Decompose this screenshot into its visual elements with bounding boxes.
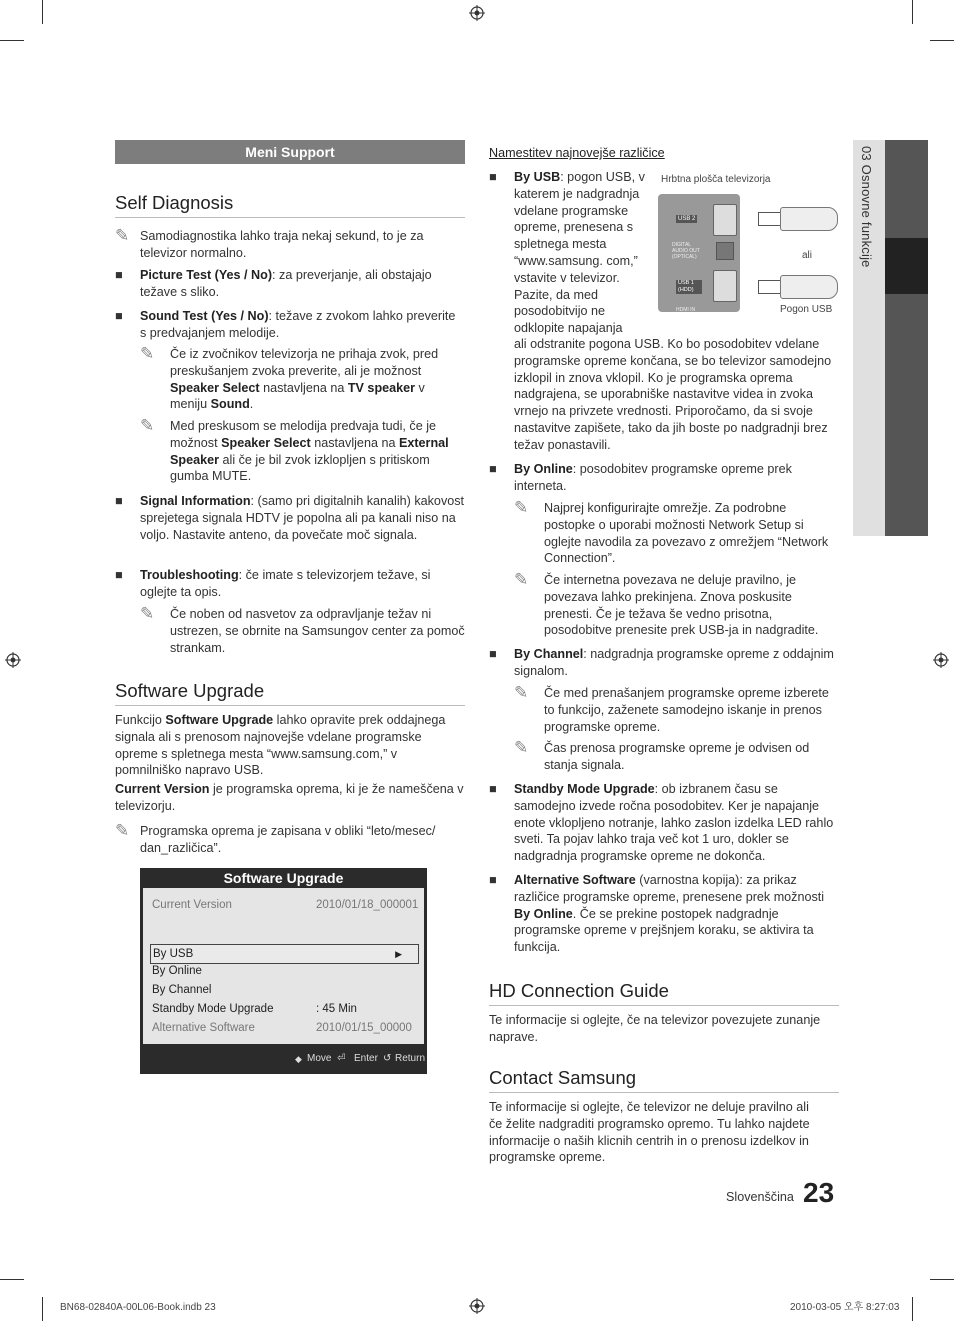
chapter-label: 03 Osnovne funkcije xyxy=(858,146,874,268)
osd-by-usb-row[interactable]: By USB ▶ xyxy=(150,944,419,964)
sound-test-item: ■ Sound Test (Yes / No): težave z zvokom lahko preverite s predvajanjem melodije. xyxy=(115,309,456,340)
online-note-network: ✎ Najprej konfigurirajte omrežje. Za podrobne postopke o uporabi možnosti Network Setup si oglejte navodila za povezavo z omrežjem “Network Connection”. xyxy=(514,498,829,566)
standby-upgrade-item: ■ Standby Mode Upgrade: ob izbranem času se samodejno izvede ročna posodobitev. Ker je napajanje enote vklopljeno notranje, lahko zaslon izdelka LED rahlo sveti. Ta pojav lahko traja več kot 1 uro, dokler se nadgradnja programske opreme ne dokonča. xyxy=(489,782,834,864)
menu-title-bar: Meni Support xyxy=(115,140,465,164)
note-pencil-icon: ✎ xyxy=(115,821,130,840)
note-pencil-icon: ✎ xyxy=(514,570,529,589)
hd-connection-guide-text: Te informacije si oglejte, če na televizor povezujete zunanje naprave. xyxy=(489,1013,821,1044)
chapter-tab-dark xyxy=(885,140,928,536)
square-bullet-icon: ■ xyxy=(489,782,497,796)
digital-audio-label: DIGITAL AUDIO OUT (OPTICAL) xyxy=(672,242,700,260)
hdmi-label: HDMI IN xyxy=(676,307,696,313)
contact-samsung-heading: Contact Samsung xyxy=(489,1067,839,1093)
osd-title: Software Upgrade xyxy=(223,870,344,886)
osd-standby-row[interactable]: Standby Mode Upgrade : 45 Min xyxy=(152,1003,357,1015)
crop-mark xyxy=(912,0,913,24)
software-upgrade-heading: Software Upgrade xyxy=(115,680,465,706)
self-diagnosis-heading: Self Diagnosis xyxy=(115,192,465,218)
by-channel-item: ■ By Channel: nadgradnja programske opreme z oddajnim signalom. xyxy=(489,647,834,678)
picture-test-item: ■ Picture Test (Yes / No): za preverjanje, ali obstajajo težave s sliko. xyxy=(115,268,432,299)
sound-note-external-speaker: ✎ Med preskusom se melodija predvaja tudi, če je možnost Speaker Select nastavljena na External Speaker ali če je bil zvok izklopljen s pritiskom gumba MUTE. xyxy=(140,416,449,484)
square-bullet-icon: ■ xyxy=(489,873,497,887)
usb-port-bottom xyxy=(713,270,737,302)
square-bullet-icon: ■ xyxy=(489,462,497,476)
note-pencil-icon: ✎ xyxy=(514,738,529,757)
channel-note-auto: ✎ Če med prenašanjem programske opreme izberete to funkcijo, zaženete samodejno iskanje in prenos programske opreme. xyxy=(514,683,829,734)
software-format-note: ✎ Programska oprema je zapisana v obliki “leto/mesec/ dan_različica”. xyxy=(115,821,436,855)
print-file-info: BN68-02840A-00L06-Book.indb 23 xyxy=(60,1302,216,1313)
hd-connection-guide-heading: HD Connection Guide xyxy=(489,980,839,1006)
square-bullet-icon: ■ xyxy=(115,494,123,508)
self-diagnosis-note: ✎ Samodiagnostika lahko traja nekaj sekund, to je za televizor normalno. xyxy=(115,226,424,260)
osd-alternative-row: Alternative Software 2010/01/15_00000 xyxy=(152,1022,412,1034)
usb1-label: USB 1 (HDD) xyxy=(676,280,702,294)
by-usb-continued: ali odstranite pogona USB. Ko bo posodobitev vdelane programske opreme končana, se bo televizor samodejno izklopil in znova vklopil. Ko je programska oprema nadgrajena, se uporabniške nastavitve videa in zvoka vrnejo na privzete vrednosti. Priporočamo, da si svoje nastavitve zapišete, tako da jih boste po nadgradnji brez težav ponastavili. xyxy=(514,337,832,452)
chapter-tab-marker xyxy=(885,238,928,294)
by-usb-item: ■ By USB: pogon USB, v katerem je nadgradnja vdelane programske opreme, prenesena s spletnega mesta “www.samsung. com,” vstavite v televizor. Pazite, da med posodobitvijo ne odklopite napajanja xyxy=(489,170,645,336)
crop-mark xyxy=(42,1297,43,1321)
or-label: ali xyxy=(802,250,813,261)
usb2-label: USB 2 xyxy=(678,216,696,222)
by-online-item: ■ By Online: posodobitev programske opreme prek interneta. xyxy=(489,462,792,493)
registration-mark-icon xyxy=(469,1298,485,1314)
software-upgrade-osd xyxy=(140,868,427,1074)
tv-panel-label: Hrbtna plošča televizorja xyxy=(661,174,771,185)
troubleshooting-item: ■ Troubleshooting: če imate s televizorjem težave, si oglejte ta opis. xyxy=(115,568,431,599)
channel-note-time: ✎ Čas prenosa programske opreme je odvisen od stanja signala. xyxy=(514,738,810,772)
crop-mark xyxy=(0,40,24,41)
page-language: Slovenščina xyxy=(726,1190,794,1204)
optical-port xyxy=(716,242,734,260)
osd-by-channel-row[interactable]: By Channel xyxy=(152,984,212,996)
current-version-text: Current Version je programska oprema, ki je že nameščena v televizorju. xyxy=(115,782,464,813)
usb-port-top xyxy=(713,204,737,236)
note-pencil-icon: ✎ xyxy=(514,498,529,517)
arrow-right-icon: ▶ xyxy=(395,949,402,959)
tv-rear-panel xyxy=(658,194,740,312)
square-bullet-icon: ■ xyxy=(489,647,497,661)
square-bullet-icon: ■ xyxy=(115,568,123,582)
signal-information-item: ■ Signal Information: (samo pri digitalnih kanalih) kakovost sprejetega signala HDTV je popolna ali pa kanali niso na voljo. Nastavite anteno, da povečate moč signala. xyxy=(115,494,465,542)
registration-mark-icon xyxy=(469,5,485,21)
print-date-info: 2010-03-05 오후 8:27:03 xyxy=(790,1302,900,1313)
usb-drive-bottom-icon xyxy=(758,275,838,297)
square-bullet-icon: ■ xyxy=(115,309,123,323)
crop-mark xyxy=(42,0,43,24)
note-pencil-icon: ✎ xyxy=(115,226,130,245)
alternative-software-item: ■ Alternative Software (varnostna kopija): za prikaz različice programske opreme, prenesene prek možnosti By Online. Če se prekine postopek nadgradnje programske opreme v prejšnjem koraku, se aktivira ta funkcija. xyxy=(489,873,825,955)
osd-current-version-row: Current Version 2010/01/18_000001 xyxy=(152,899,419,911)
registration-mark-icon xyxy=(5,652,21,668)
install-heading: Namestitev najnovejše različice xyxy=(489,146,665,160)
usb-drive-label: Pogon USB xyxy=(780,304,833,315)
square-bullet-icon: ■ xyxy=(115,268,123,282)
page-number: 23 xyxy=(803,1177,835,1208)
usb-diagram xyxy=(658,172,840,322)
move-icon: ◆ xyxy=(295,1054,302,1064)
return-icon: ↺ xyxy=(383,1053,392,1064)
online-note-connection: ✎ Če internetna povezava ne deluje pravilno, je povezava lahko prekinjena. Znova poskusite prenesti. Če je težava še vedno prisotna, posodobitve prenesite prek USB-ja in nadgradite. xyxy=(514,570,819,638)
note-pencil-icon: ✎ xyxy=(140,416,155,435)
software-upgrade-intro: Funkcijo Software Upgrade lahko opravite prek oddajnega signala ali s prenosom najnovejše vdelane programske opreme s spletnega mesta “www.samsung.com,” v pomnilniško napravo USB. xyxy=(115,713,446,778)
crop-mark xyxy=(0,1279,24,1280)
crop-mark xyxy=(912,1297,913,1321)
crop-mark xyxy=(930,1279,954,1280)
troubleshooting-note: ✎ Če noben od nasvetov za odpravljanje težav ni ustrezen, se obrnite na Samsungov center za pomoč strankam. xyxy=(140,604,465,655)
enter-icon: ⏎ xyxy=(337,1053,346,1064)
note-pencil-icon: ✎ xyxy=(140,344,155,363)
contact-samsung-text: Te informacije si oglejte, če televizor ne deluje pravilno ali če želite nadgraditi programsko opremo. Tu lahko najdete informacije o naših klicnih centrih in o prenosu izdelkov in programske opreme. xyxy=(489,1100,810,1165)
note-pencil-icon: ✎ xyxy=(514,683,529,702)
osd-footer: ◆ Move ⏎ Enter ↺ Return xyxy=(140,1048,427,1070)
osd-menu xyxy=(143,888,424,1044)
registration-mark-icon xyxy=(933,652,949,668)
osd-by-online-row[interactable]: By Online xyxy=(152,965,202,977)
square-bullet-icon: ■ xyxy=(489,170,497,184)
sound-note-speaker-select: ✎ Če iz zvočnikov televizorja ne prihaja zvok, pred preskušanjem zvoka preverite, ali je možnost Speaker Select nastavljena na TV speaker v meniju Sound. xyxy=(140,344,439,412)
crop-mark xyxy=(930,40,954,41)
note-pencil-icon: ✎ xyxy=(140,604,155,623)
usb-drive-top-icon xyxy=(758,207,838,229)
